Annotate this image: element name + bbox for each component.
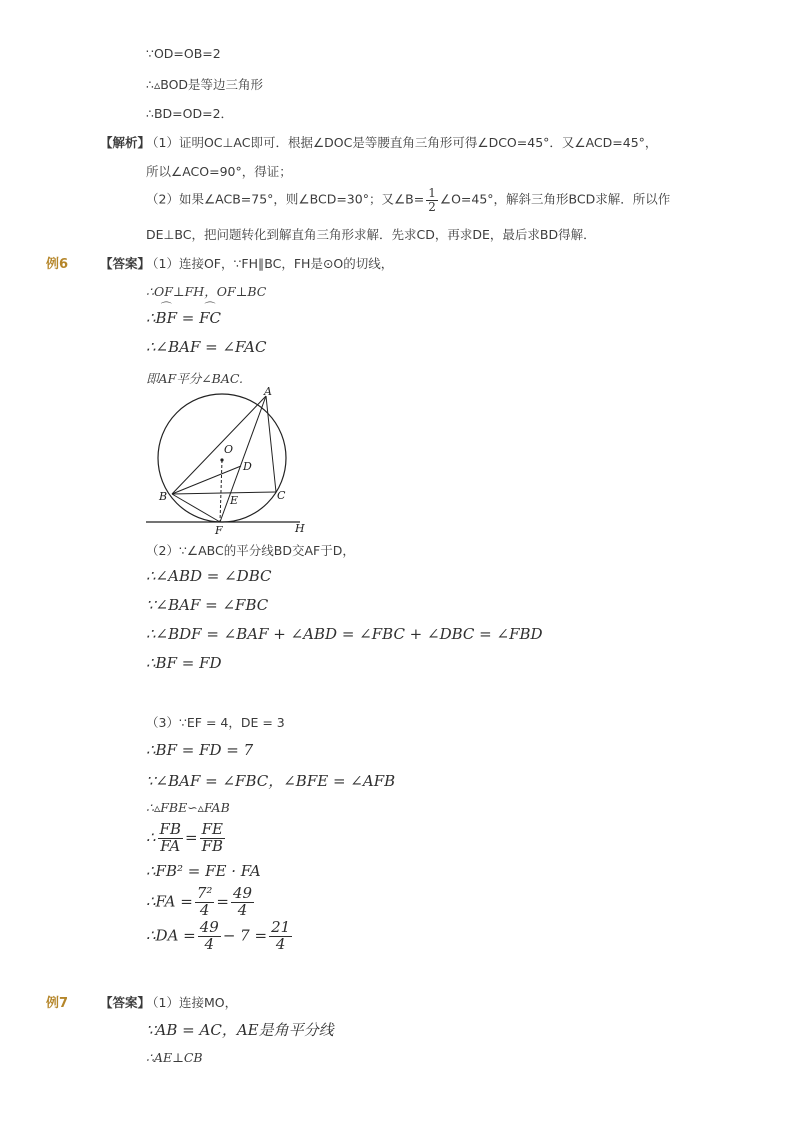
ex7-step-1: （1）连接MO， bbox=[146, 995, 238, 1010]
half-num: 1 bbox=[428, 186, 436, 200]
label-e: E bbox=[230, 494, 239, 507]
fraction-num: FB bbox=[159, 820, 181, 838]
label-a: A bbox=[264, 386, 272, 398]
label-b: B bbox=[159, 490, 168, 503]
geometry-figure bbox=[140, 386, 310, 536]
fraction-den: 4 bbox=[204, 934, 215, 953]
ex6-step-1: （1）连接OF，∵FH∥BC，FH是⊙O的切线， bbox=[146, 256, 394, 271]
ex6-step-14: ∴▵FBE∽▵FAB bbox=[146, 800, 230, 815]
ex7-step-3: ∴AE⊥CB bbox=[146, 1050, 203, 1065]
example-7-label: 例7 bbox=[46, 996, 69, 1011]
line-bd-od: ∴BD=OD=2． bbox=[146, 106, 234, 121]
therefore-symbol: ∴ bbox=[146, 309, 156, 327]
fraction-49-4 bbox=[231, 886, 254, 919]
fraction-fe-fb bbox=[200, 822, 225, 855]
line-equilateral: ∴▵BOD是等边三角形 bbox=[146, 77, 264, 92]
analysis-line-3b: ∠O=45°，解斜三角形BCD求解．所以作 bbox=[439, 191, 671, 207]
label-h: H bbox=[295, 522, 305, 535]
fraction-den: 4 bbox=[275, 934, 286, 953]
example-6-label: 例6 bbox=[46, 257, 69, 272]
label-o: O bbox=[224, 443, 234, 456]
analysis-line-3a: （2）如果∠ACB=75°，则∠BCD=30°；又∠B= bbox=[146, 191, 425, 207]
therefore-symbol-2: ∴ bbox=[146, 828, 156, 847]
fraction-num: 7² bbox=[196, 884, 213, 902]
fraction-num: 49 bbox=[199, 918, 219, 936]
equals-sign-3: = bbox=[216, 892, 229, 911]
equals-sign: = bbox=[176, 309, 200, 327]
minus-seven: − 7 = bbox=[222, 926, 268, 945]
arc-bf: ⌒ BF bbox=[156, 309, 177, 327]
ex6-step-6: （2）∵∠ABC的平分线BD交AF于D， bbox=[146, 543, 355, 558]
half-fraction bbox=[426, 187, 438, 213]
fraction-fb-fa bbox=[158, 822, 183, 855]
fraction-num: 49 bbox=[232, 884, 253, 902]
ex6-step-3 bbox=[146, 309, 221, 327]
ex6-step-16: ∴FB² = FE · FA bbox=[146, 862, 261, 880]
fraction-num: 21 bbox=[271, 918, 291, 936]
fraction-7sq-4 bbox=[195, 886, 215, 919]
ex6-step-5: 即AF平分∠BAC. bbox=[146, 371, 243, 386]
ex6-step-18 bbox=[146, 920, 294, 953]
segment-of bbox=[220, 460, 222, 522]
analysis-line-2: 所以∠ACO=90°，得证； bbox=[146, 164, 292, 179]
fa-expression: ∴FA = bbox=[146, 892, 193, 911]
fraction-den: 4 bbox=[237, 900, 248, 919]
label-d: D bbox=[243, 460, 252, 473]
ex6-step-9: ∴∠BDF = ∠BAF + ∠ABD = ∠FBC + ∠DBC = ∠FBD bbox=[146, 625, 543, 643]
equals-sign-2: = bbox=[184, 828, 198, 847]
arc-fc: ⌒ FC bbox=[199, 309, 221, 327]
example-6-answer-tag: 【答案】 bbox=[100, 256, 151, 271]
label-f: F bbox=[215, 524, 223, 536]
analysis-line-3 bbox=[146, 187, 670, 213]
line-od-ob: ∵OD=OB=2 bbox=[146, 46, 221, 61]
segment-af bbox=[220, 396, 266, 522]
ex6-step-17 bbox=[146, 886, 256, 919]
ex6-step-7: ∴∠ABD = ∠DBC bbox=[146, 567, 272, 585]
ex6-step-2: ∴OF⊥FH，OF⊥BC bbox=[146, 284, 267, 299]
ex6-step-13: ∵∠BAF = ∠FBC，∠BFE = ∠AFB bbox=[146, 772, 396, 790]
ex6-step-8: ∵∠BAF = ∠FBC bbox=[146, 596, 269, 614]
segment-bc bbox=[172, 492, 276, 494]
segment-ac bbox=[266, 396, 276, 492]
example-7-answer-tag: 【答案】 bbox=[100, 995, 151, 1010]
fraction-den: 4 bbox=[199, 900, 210, 919]
label-c: C bbox=[277, 489, 286, 502]
segment-ab bbox=[172, 396, 266, 494]
analysis-line-4: DE⊥BC，把问题转化到解直角三角形求解．先求CD，再求DE，最后求BD得解． bbox=[146, 227, 596, 242]
segment-bd bbox=[172, 466, 241, 494]
analysis-tag: 【解析】 bbox=[100, 135, 151, 150]
fraction-21-4 bbox=[269, 920, 292, 953]
circle-o bbox=[158, 394, 286, 522]
da-expression: ∴DA = bbox=[146, 926, 196, 945]
ex6-step-12: ∴BF = FD = 7 bbox=[146, 741, 254, 759]
ex7-step-2: ∵AB = AC，AE是角平分线 bbox=[146, 1021, 334, 1039]
ex6-step-4: ∴∠BAF = ∠FAC bbox=[146, 338, 267, 356]
half-den: 2 bbox=[428, 199, 436, 214]
ex6-step-11: （3）∵EF = 4，DE = 3 bbox=[146, 715, 285, 730]
fraction-num: FE bbox=[200, 822, 225, 839]
analysis-line-1: （1）证明OC⊥AC即可．根据∠DOC是等腰直角三角形可得∠DCO=45°．又∠ACD=45°， bbox=[146, 135, 658, 150]
fraction-den: FA bbox=[160, 836, 181, 855]
segment-bf bbox=[172, 494, 220, 522]
fraction-49-4-b bbox=[198, 920, 221, 953]
ex6-step-15 bbox=[146, 822, 227, 855]
point-o bbox=[220, 458, 223, 461]
ex6-step-10: ∴BF = FD bbox=[146, 654, 222, 672]
fraction-den: FB bbox=[201, 836, 223, 855]
